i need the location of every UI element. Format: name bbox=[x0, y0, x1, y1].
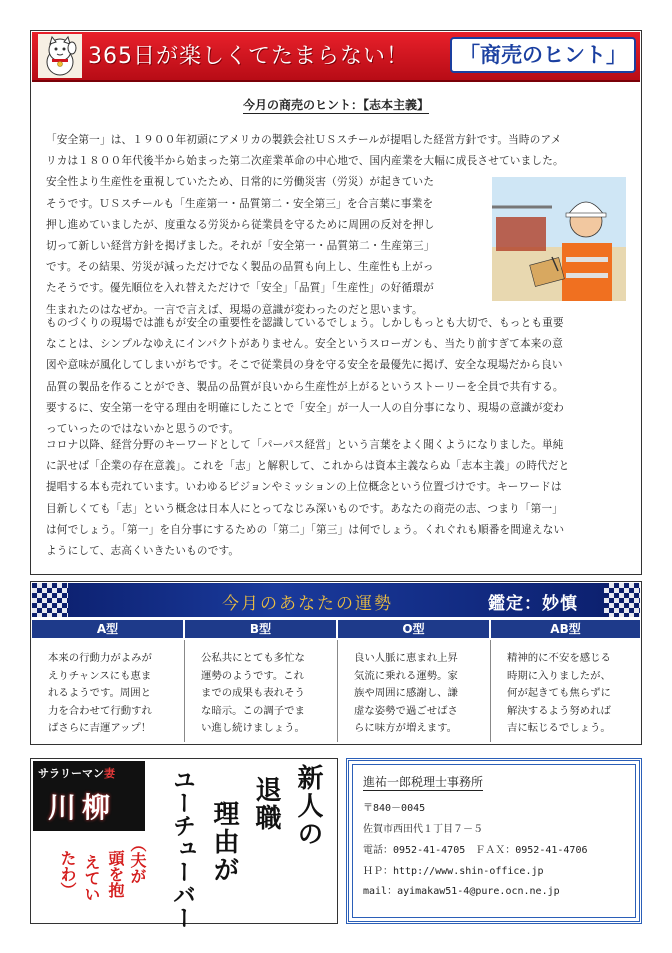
text-line: に訳せば「企業の存在意義」。これを「志」と解釈して、これからは資本主義ならぬ「志本主義」の時代だと bbox=[46, 460, 570, 473]
text-line: コロナ以降、経営分野のキーワードとして「パーパス経営」という言葉をよく聞くようになりました。単純 bbox=[46, 439, 564, 451]
fortune-line: 良い人脈に恵まれ上昇 気流に乗れる運勢。家 族や周囲に感謝し、謙 虚な姿勢で過ごせばさ らに味方が増えます。 bbox=[354, 652, 458, 734]
blood-type-o-header: O型 bbox=[338, 620, 489, 638]
hint-heading bbox=[0, 96, 672, 113]
senryu-line-4: ユーチューバー bbox=[169, 768, 195, 929]
text-line: は何でしょう。「第一」を自分事にするための「第二」「第三」は何でしょう。くれぐれも順番を間違えない bbox=[46, 523, 565, 536]
office-name: 進祐一郎税理士事務所 bbox=[363, 775, 484, 789]
text-line: リカは１８００年代後半から始まった第二次産業革命の中心地で、国内産業を大幅に成長させていました。 bbox=[46, 155, 564, 168]
blood-type-a-fortune bbox=[32, 640, 183, 744]
text-line: 生まれたのはなぜか。一言で言えば、現場の意識が変わったのだと思います。 bbox=[46, 303, 423, 316]
banner-title: 365日が楽しくてたまらない！ bbox=[88, 44, 409, 69]
office-postal: 〒840－0045 bbox=[363, 803, 426, 814]
senryu-line-2: 退職 bbox=[251, 776, 281, 832]
office-website-link[interactable]: ＨＰ：http://www.shin-office.jp bbox=[363, 866, 544, 877]
blood-type-ab-header: AB型 bbox=[491, 620, 640, 638]
hint-heading-text: 今月の商売のヒント：【志本主義】 bbox=[242, 98, 429, 112]
fortune-line: 本来の行動力がよみが えりチャンスにも恵ま れるようです。周囲と 力を合わせて行動すれ ばさらに吉運アップ！ bbox=[48, 652, 152, 734]
text-line: 図や意味が風化してしまいがちです。そこで従業員の身を守る安全を最優先に掲げ、安全な現場だから良い bbox=[46, 359, 563, 372]
senryu-author-3: えてい bbox=[82, 854, 101, 902]
text-line: ようにして、志高くいきたいものです。 bbox=[46, 545, 240, 558]
blood-type-ab-fortune bbox=[491, 640, 640, 744]
text-line: です。その結果、労災が減っただけでなく製品の品質も向上し、生産性も上がっ bbox=[46, 261, 434, 274]
senryu-logo-subtitle: サラリーマン妻 bbox=[38, 767, 115, 780]
office-phone: 電話：0952-41-4705 ＦＡＸ：0952-41-4706 bbox=[363, 845, 588, 856]
senryu-logo-title: 川柳 bbox=[48, 791, 117, 824]
banner-hint-label: 「商売のヒント」 bbox=[450, 37, 636, 73]
fortune-line: 公私共にとても多忙な 運勢のようです。これ までの成果も表れそう な暗示。この調子でま い進し続けましょう。 bbox=[201, 652, 305, 734]
text-line: 切って新しい経営方針を掲げました。それが「安全第一・品質第二・生産第三」 bbox=[46, 240, 435, 253]
senryu-author-1: （夫が bbox=[128, 836, 147, 884]
text-line: ものづくりの現場では誰もが安全の重要性を認識しているでしょう。しかしもっとも大切で、もっとも重要 bbox=[46, 317, 564, 329]
blood-type-o-fortune bbox=[338, 640, 489, 744]
blood-type-a-header: A型 bbox=[32, 620, 183, 638]
text-line: なことは、シンプルなゆえにインパクトがありません。安全というスローガンも、当たり前すぎて本来の意 bbox=[46, 338, 564, 351]
lucky-cat-icon bbox=[38, 34, 82, 78]
senryu-line-1: 新人の bbox=[293, 764, 323, 848]
text-line: っていったのではないかと思うのです。 bbox=[46, 423, 240, 436]
fortune-line: 精神的に不安を感じる 時期に入りましたが、 何が起きても焦らずに 解決するよう努めれば 吉に転じるでしょう。 bbox=[507, 652, 611, 734]
text-line: たそうです。優先順位を入れ替えただけで「安全」「品質」「生産性」の好循環が bbox=[46, 282, 434, 295]
text-line: 提唱する本も売れています。いわゆるビジョンやミッションの上位概念という位置づけです。キーワードは bbox=[46, 481, 562, 494]
fortune-reader: 鑑定：妙慎 bbox=[488, 594, 578, 614]
text-line: 安全性より生産性を重視していたため、日常的に労働災害（労災）が起きていた bbox=[46, 176, 435, 189]
blood-type-b-fortune bbox=[185, 640, 336, 744]
text-line: 品質の製品を作ることができ、製品の品質が良いから生産性が上がるというストーリーを全員で共有する。 bbox=[46, 380, 564, 393]
hint-paragraph-3 bbox=[46, 435, 569, 562]
office-address: 佐賀市西田代１丁目７－５ bbox=[363, 824, 483, 835]
office-email-link[interactable]: mail：ayimakaw51-4@pure.ocn.ne.jp bbox=[363, 886, 560, 897]
checker-decoration bbox=[604, 583, 640, 617]
text-line: そうです。ＵＳスチールも「生産第一・品質第二・安全第三」を合言葉に事業を bbox=[46, 197, 434, 210]
blood-type-b-header: B型 bbox=[185, 620, 336, 638]
text-line: 押し進めていましたが、度重なる労災から従業員を守るために周囲の反対を押し bbox=[46, 218, 435, 231]
text-line: 目新しくても「志」という概念は日本人にとってなじみ深いものです。あなたの商売の志、つまり「第一」 bbox=[46, 502, 564, 515]
senryu-line-3: 理由が bbox=[209, 800, 239, 884]
safety-worker-illustration bbox=[492, 177, 626, 301]
checker-decoration bbox=[32, 583, 68, 617]
text-line: 「安全第一」は、１９００年初頭にアメリカの製鉄会社ＵＳスチールが提唱した経営方針です。当時のアメ bbox=[46, 134, 562, 146]
senryu-author-4: たわ） bbox=[58, 850, 77, 898]
senryu-author-2: 頭を抱 bbox=[106, 850, 125, 898]
hint-paragraph-1 bbox=[46, 130, 564, 321]
text-line: 要するに、安全第一を守る理由を明確にしたことで「安全」が一人一人の自分事になり、現場の意識が変わ bbox=[46, 401, 565, 414]
hint-paragraph-2 bbox=[46, 313, 564, 440]
fortune-title: 今月のあなたの運勢 bbox=[222, 594, 393, 614]
